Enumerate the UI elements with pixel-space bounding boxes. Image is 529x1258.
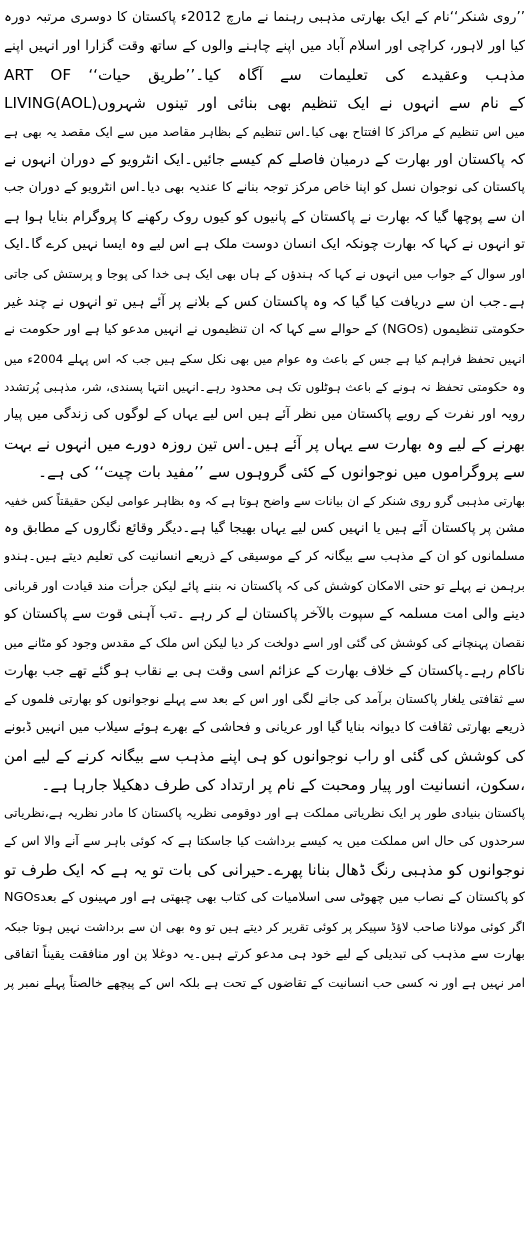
text-line: ہے۔جب ان سے دریافت کیا گیا کہ وہ پاکستان کس کے بلانے پر آئے ہیں تو انہوں نے چند غیر [4,293,525,310]
text-line: انہیں تحفظ فراہم کیا ہے جس کے باعث وہ عوام میں بھی نکل سکے ہیں جب کہ اس پہلے 2004ء میں [4,351,525,366]
text-line: کہ پاکستان اور بھارت کے درمیان فاصلے کم کیسے جائیں۔ایک انٹرویو کے دوران انہوں نے [4,151,525,168]
text-line: نقصان پہنچانے کی کوشش کی گئی اور اسے دولخت کر دیا لیکن اس ملک کے مقدس وجود کو مٹانے میں [4,635,525,650]
text-line: کی کوشش کی گئی او راب نوجوانوں کو ہی اپنے مذہب سے بیگانہ کرنے کے لیے امن [4,747,525,766]
text-line: سے پروگراموں میں نوجوانوں کے کئی گروہوں سے ’’مفید بات چیت‘‘ کی ہے۔ [38,463,525,482]
text-line: دینے والی امت مسلمہ کے سپوت بالآخر پاکستان لے کر رہے ۔تب آہنی قوت سے پاکستان کو [4,606,525,623]
text-line: بھارت سے مذہب کی تبدیلی کے لیے خود ہی مدعو کرتے ہیں۔یہ دوغلا پن اور منافقت یقیناً اتفاقی [4,946,525,962]
text-line: ذریعے بھارتی ثقافت کا دیوانہ بنایا گیا اور عریانی و فحاشی کے بھرے ہوئے سیلاب میں انہیں ڈبونے [4,719,525,735]
text-line: مسلمانوں کو ان کے مذہب سے بیگانہ کر کے موسیقی کے ذریعے انسانیت کی تعلیم دیتے ہیں۔ہندو [4,549,525,565]
article-paragraph-2 [4,487,525,799]
text-line: حکومتی تنظیموں (NGOs) کے حوالے سے کہا کہ ان تنظیموں نے انہیں مدعو کیا ہے اور حکومت نے [4,322,525,338]
text-line: نوجوانوں کو مذہبی رنگ ڈھال بنانا پھرے۔حیرانی کی بات تو یہ ہے کہ ایک طرف تو [4,860,525,879]
text-line: میں اس تنظیم کے مراکز کا افتتاح بھی کیا۔اس تنظیم کے بظاہر مقاصد میں سے ایک مقصد یہ بھی ہے [4,124,525,139]
text-line: تو انہوں نے کہا کہ بھارت چونکہ ایک انسان دوست ملک ہے اس لیے وہ ایسا نہیں کرے گا۔ایک [4,237,525,253]
article-paragraph-3 [4,799,525,998]
text-line: وہ حکومتی تحفظ نہ ہونے کے باعث ہوٹلوں تک ہی محدود رہے۔انہیں انتہا پسندی، شر، مذہبی پُرتشدد [4,380,525,395]
text-line: LIVING(AOL)کے نام سے انہوں نے ایک تنظیم بھی بنائی اور تینوں شہروں [4,94,525,113]
text-line: امر نہیں ہے اور نہ کسی حب انسانیت کے تقاضوں کے تحت ہے بلکہ اس کے پیچھے خالصتاً پہلے نمبر پر [4,976,525,991]
text-line: بھرنے کے لیے وہ بھارت سے یہاں پر آئے ہیں۔اس تین روزہ دورے میں انہوں نے بہت [4,434,525,453]
text-line: پاکستان بنیادی طور پر ایک نظریاتی مملکت ہے اور دوقومی نظریہ پاکستان کا مادر نظریہ ہے،نظریاتی [4,805,525,820]
text-line: مشن پر پاکستان آئے ہیں یا انہیں کس لیے یہاں بھیجا گیا ہے۔دیگر وقائع نگاروں کے مطابق وہ [4,521,525,537]
text-line: NGOsکو پاکستان کے نصاب میں چھوٹی سی اسلامیات کی کتاب بھی چبھتی ہے اور مہینوں کے بعد [4,890,525,906]
text-line: سرحدوں کی حال اس مملکت میں یہ کیسے برداشت کیا جاسکتا ہے کہ کوئی باہر سے آنے والا اس کے [4,834,525,849]
article-paragraph-1 [4,4,525,487]
text-line: ان سے پوچھا گیا کہ بھارت نے پاکستان کے پانیوں کو کیوں روک رکھنے کا پروگرام بنایا ہوا ہے [4,208,525,225]
text-line: ’’روی شنکر‘‘نام کے ایک بھارتی مذہبی رہنما نے مارچ 2012ء پاکستان کا دوسری مرتبہ دورہ [4,10,525,25]
text-line: برہمن نے پہلے تو حتی الامکان کوشش کی کہ پاکستان نہ بننے پائے لیکن جرأت مند قیادت اور قربانی [4,577,525,593]
text-line: کیا اور لاہور، کراچی اور اسلام آباد میں اپنے چاہنے والوں کے ساتھ وقت گزارا اور انہیں اپنے [4,38,525,55]
text-line: ،سکون، انسانیت اور پیار ومحبت کے نام پر ارتداد کی طرف دھکیلا جارہا ہے۔ [41,775,525,794]
text-line: مذہب وعقیدے کی تعلیمات سے آگاہ کیا۔’’طریق حیات‘‘ ART OF [4,65,525,84]
text-line: رویہ اور نفرت کے رویے پاکستان میں نظر آئے ہیں اس لیے یہاں کے لوگوں کی زندگی میں پیار [4,407,525,423]
text-line: اور سوال کے جواب میں انہوں نے کہا کہ ہندؤں کے ہاں بھی ایک ہی خدا کی پوجا و پرستش کی جاتی [4,266,525,281]
text-line: ناکام رہے۔پاکستان کے خلاف بھارت کے عزائم اسی وقت ہی بے نقاب ہو گئے تھے جب بھارت [4,662,525,679]
text-line: اگر کوئی مولانا صاحب لاؤڈ سپیکر پر کوئی تقریر کر دیتے ہیں تو وہ بھی ان سے برداشت نہیں ہوتا جبکہ [4,919,525,934]
text-line: بھارتی مذہبی گرو روی شنکر کے ان بیانات سے واضح ہوتا ہے کہ وہ بظاہر عوامی لیکن حقیقتاً کس خفیہ [4,493,525,508]
text-line: سے ثقافتی یلغار پاکستان برآمد کی جانے لگی اور اس کے بعد سے پہلے نوجوانوں کو بھارتی فلموں کے [4,691,525,707]
text-line: پاکستان کی نوجوان نسل کو اپنا خاص مرکز توجہ بنانے کا عندیہ بھی دیا۔اس انٹرویو کے دوران جب [4,180,525,196]
